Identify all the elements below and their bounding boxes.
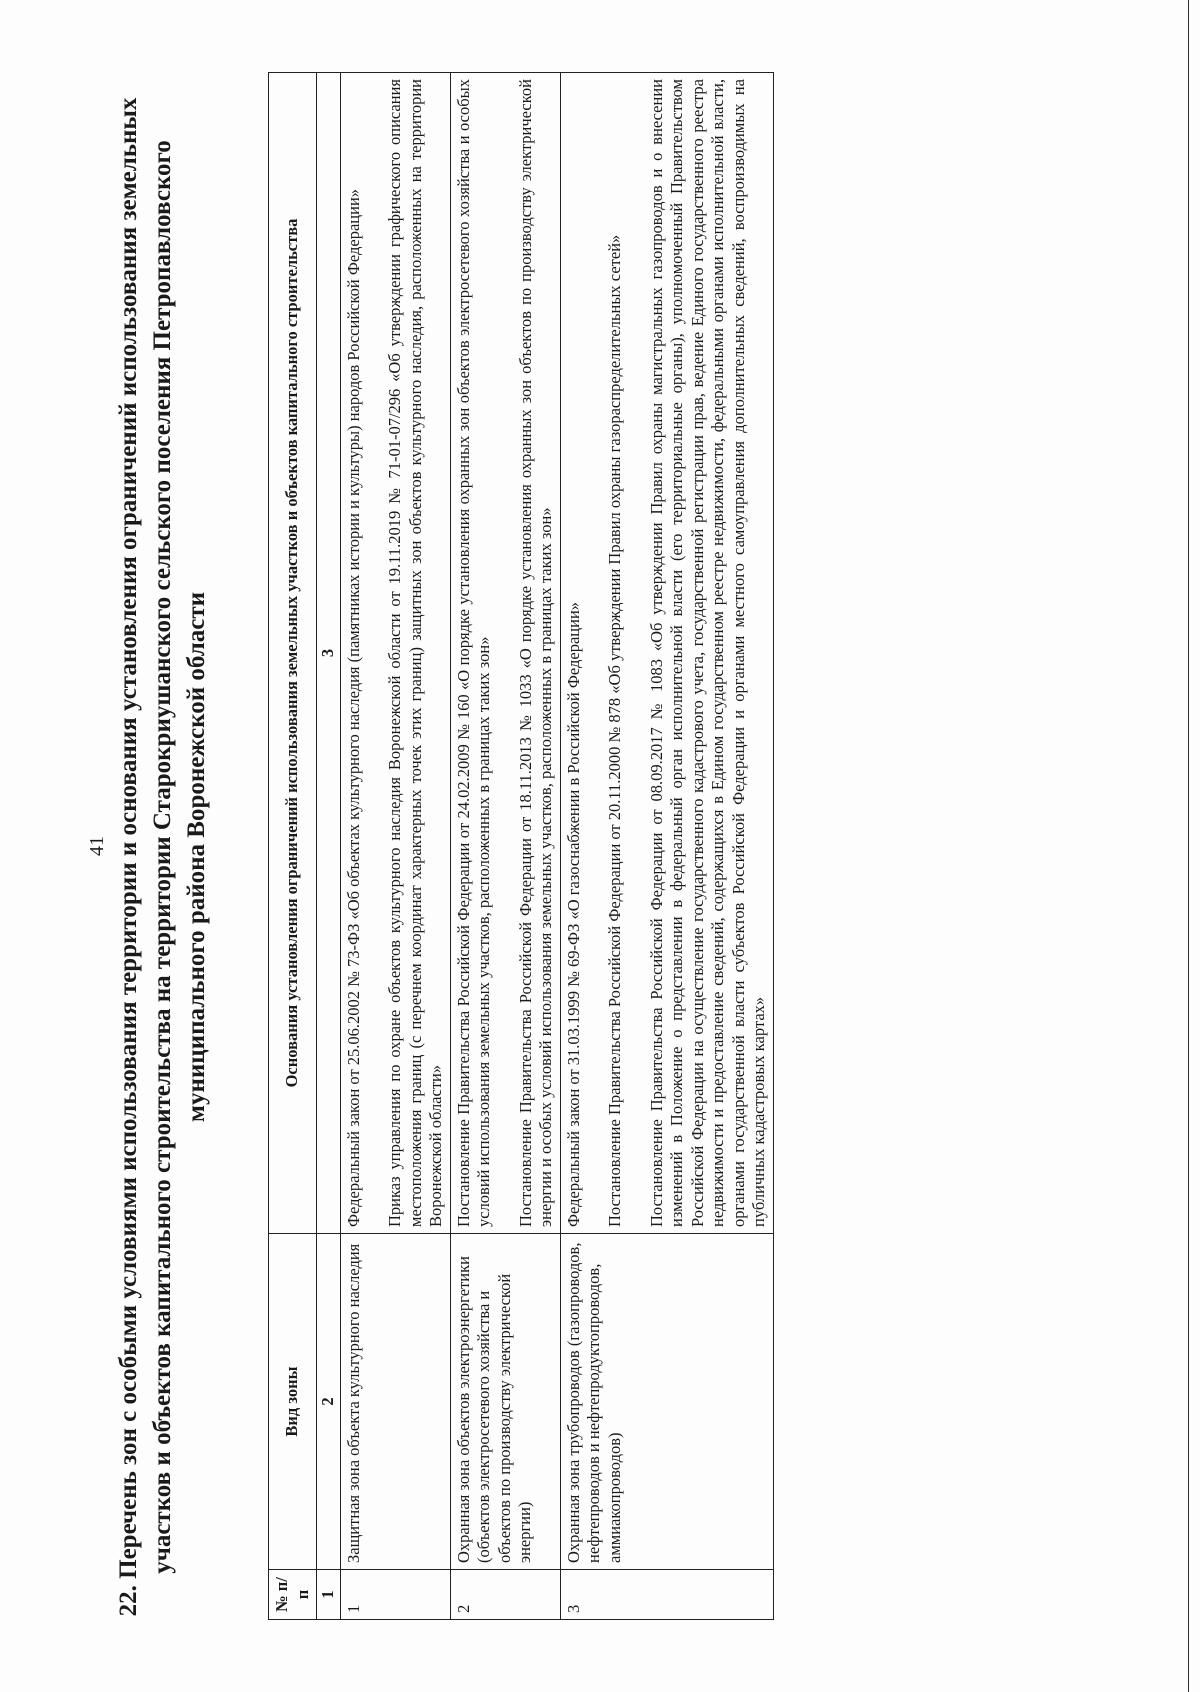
basis-document: Постановление Правительства Российской Федерации от 18.11.2013 № 1033 «О порядке установления охранных зон объектов по производству электрической энергии и особых условий использования земельных участков, расположенных в границах таких зон» xyxy=(515,79,555,1227)
basis-document: Федеральный закон от 25.06.2002 № 73-ФЗ «Об объектах культурного наследия (памятниках истории и культуры) народов Российской Федерации» xyxy=(343,188,363,1227)
header-num: № п/п xyxy=(269,1570,317,1620)
row-number: 3 xyxy=(560,1570,773,1620)
table-header-row xyxy=(269,73,317,1620)
page-number: 41 xyxy=(86,836,108,856)
column-number: 1 xyxy=(317,1570,341,1620)
header-zone-type: Вид зоны xyxy=(269,1234,317,1570)
row-number: 1 xyxy=(340,1570,450,1620)
row-number: 2 xyxy=(450,1570,560,1620)
zone-type: Охранная зона трубопроводов (газопроводов, нефтепроводов и нефтепродуктопроводов, аммиакопроводов) xyxy=(560,1234,773,1570)
column-number-row xyxy=(317,73,341,1620)
basis-document: Постановление Правительства Российской Федерации от 08.09.2017 № 1083 «Об утверждении Правил охраны магистральных газопроводов и о внесении изменений в Положение о представлении в федеральный орган исполнительной власти (его территориальные органы), уполномоченный Правительством Российской Федерации на осуществление государственного кадастрового учета, государственной регистрации прав, ведение Единого государственного реестра недвижимости и предоставление сведений, содержащихся в Едином государственном реестре недвижимости, федеральными органами исполнительной власти, органами государственной власти субъектов Российской Федерации и органами местного самоуправления дополнительных сведений, воспроизводимых на публичных кадастровых картах» xyxy=(646,79,768,1227)
basis-document: Федеральный закон от 31.03.1999 № 69-ФЗ «О газоснабжении в Российской Федерации» xyxy=(563,601,583,1227)
column-number: 2 xyxy=(317,1234,341,1570)
table-row xyxy=(450,73,560,1620)
basis-document: Постановление Правительства Российской Федерации от 24.02.2009 № 160 «О порядке установления охранных зон объектов электросетевого хозяйства и особых условий использования земельных участков, расположенных в границах таких зон» xyxy=(453,79,493,1227)
column-number: 3 xyxy=(317,73,341,1234)
page-title: 22. Перечень зон с особыми условиями использования территории и основания установления ограничений использования земельных участков и объектов капитального строительства на территории Старокриушанского сельского поселения Петропавловского муниципального района Воронежской области xyxy=(115,97,210,1617)
table-row xyxy=(340,73,450,1620)
zone-type: Охранная зона объектов электроэнергетики (объектов электросетевого хозяйства и объектов по производству электрической энергии) xyxy=(450,1234,560,1570)
basis-cell xyxy=(560,73,773,1234)
basis-cell xyxy=(450,73,560,1234)
basis-document: Приказ управления по охране объектов культурного наследия Воронежской области от 19.11.2019 № 71-01-07/296 «Об утверждении графического описания местоположения границ (с перечнем координат характерных точек этих границ) защитных зон объектов культурного наследия, расположенных на территории Воронежской области» xyxy=(385,79,445,1227)
table-row xyxy=(560,73,773,1620)
page-bottom-rule xyxy=(1188,0,1189,1692)
zone-type: Защитная зона объекта культурного наследия xyxy=(340,1234,450,1570)
basis-document: Постановление Правительства Российской Федерации от 20.11.2000 № 878 «Об утверждении Правил охраны газораспределительных сетей» xyxy=(605,234,624,1227)
basis-cell xyxy=(340,73,450,1234)
zones-table xyxy=(268,72,774,1620)
header-basis: Основания установления ограничений использования земельных участков и объектов капитального строительства xyxy=(269,73,317,1234)
